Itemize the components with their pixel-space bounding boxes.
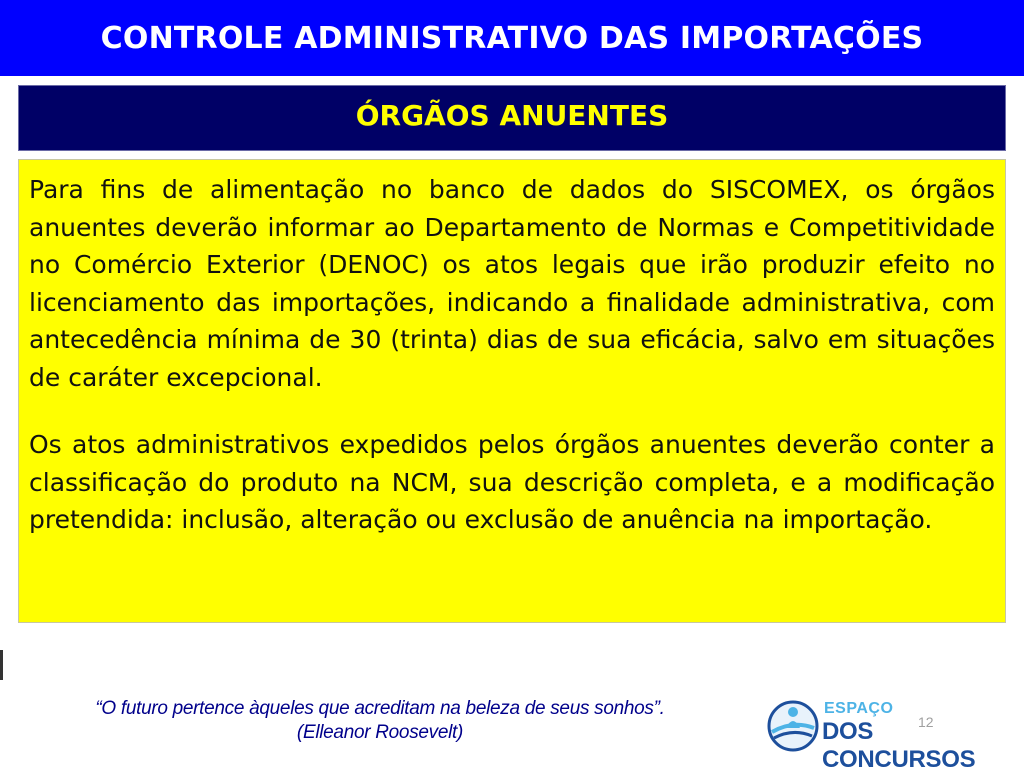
logo-text-bottom: DOS CONCURSOS [822,718,976,768]
page-number: 12 [918,714,934,730]
title-bar [0,0,1024,76]
quote-text: “O futuro pertence àqueles que acreditam na beleza de seus sonhos”. [95,698,665,719]
quote-author: (Elleanor Roosevelt) [296,722,464,743]
espaco-dos-concursos-logo [766,698,1018,768]
section-title: ÓRGÃOS ANUENTES [355,98,669,132]
left-edge-mark [0,650,3,680]
slide-title: CONTROLE ADMINISTRATIVO DAS IMPORTAÇÕES [100,20,924,56]
logo-text-top: ESPAÇO [824,700,894,717]
paragraph-1: Para fins de alimentação no banco de dados do SISCOMEX, os órgãos anuentes deverão informar ao Departamento de Normas e Competitividade no Comércio Exterior (DENOC) os atos legais que irão produzir efeito no licenciamento das importações, indicando a finalidade administrativa, com antecedência mínima de 30 (trinta) dias de sua eficácia, salvo em situações de caráter excepcional. [29,175,995,392]
subtitle-bar [18,85,1006,151]
paragraph-2: Os atos administrativos expedidos pelos órgãos anuentes deverão conter a classificação do produto na NCM, sua descrição completa, e a modificação pretendida: inclusão, alteração ou exclusão de anuência na importação. [29,430,995,534]
content-box [18,159,1006,623]
person-globe-emblem-icon [766,698,820,752]
footer-quote [40,697,720,745]
